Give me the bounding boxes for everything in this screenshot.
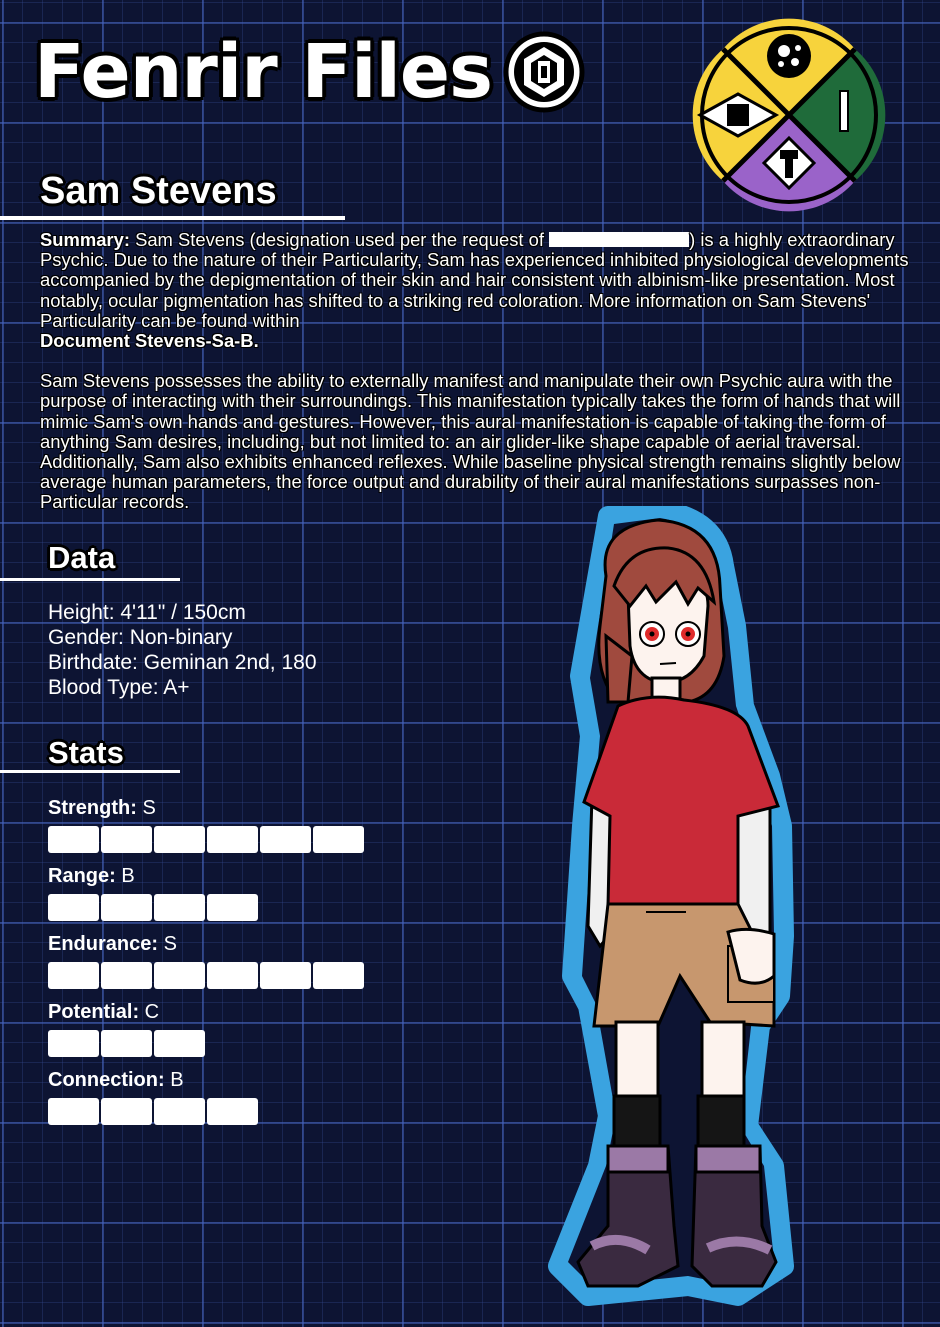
stat-bar-segment — [154, 1030, 205, 1057]
stat-bar — [48, 1098, 258, 1125]
stat-bar-segment — [48, 962, 99, 989]
stat-bar — [48, 826, 364, 853]
stat-label — [48, 798, 364, 818]
data-list — [48, 600, 317, 700]
summary-paragraph-1 — [40, 230, 930, 351]
data-section-title: Data — [48, 540, 116, 575]
blood-type-field: Blood Type: A+ — [48, 676, 190, 699]
stat-bar-segment — [48, 826, 99, 853]
stat-name: Connection: — [48, 1069, 165, 1091]
stat-bar-segment — [154, 826, 205, 853]
stat-bar-segment — [207, 1098, 258, 1125]
stat-bar — [48, 894, 258, 921]
hexagon-logo-icon — [502, 30, 586, 114]
brand — [34, 30, 586, 114]
stat-bar-segment — [154, 962, 205, 989]
birthdate-field: Birthdate: Geminan 2nd, 180 — [48, 651, 317, 674]
stat-potential — [48, 1002, 205, 1057]
stat-bar-segment — [207, 894, 258, 921]
stat-name: Range: — [48, 865, 116, 887]
stat-strength — [48, 798, 364, 853]
summary-label: Summary: — [40, 229, 130, 250]
stat-bar-segment — [101, 1098, 152, 1125]
stat-bar-segment — [101, 1030, 152, 1057]
stat-bar — [48, 962, 364, 989]
summary-paragraph-2: Sam Stevens possesses the ability to externally manifest and manipulate their own Psychic aura with the purpose of interacting with their surroundings. This manifestation typically takes the form of hands that will mimic Sam's own hands and gestures. However, this aural manifestation is capable of taking the form of anything Sam desires, including, but not limited to: an air glider-like shape capable of aerial traversal. Additionally, Sam also exhibits enhanced reflexes. While baseline physical strength remains slightly below average human parameters, the force output and durability of their aural manifestations surpasses non-Particular records. — [40, 370, 901, 513]
character-illustration — [548, 506, 798, 1316]
data-underline — [0, 578, 180, 581]
stats-underline — [0, 770, 180, 773]
stat-bar-segment — [207, 962, 258, 989]
stat-bar-segment — [101, 894, 152, 921]
stat-label — [48, 934, 364, 954]
stat-name: Strength: — [48, 797, 137, 819]
summary-block — [40, 230, 930, 513]
stat-grade: B — [164, 1069, 184, 1091]
document-reference: Document Stevens-Sa-B. — [40, 330, 259, 352]
height-field: Height: 4'11" / 150cm — [48, 601, 246, 624]
stat-bar-segment — [260, 826, 311, 853]
gender-field: Gender: Non-binary — [48, 626, 233, 649]
stat-bar-segment — [313, 826, 364, 853]
stat-label — [48, 866, 258, 886]
stat-label — [48, 1002, 205, 1022]
stat-bar-segment — [48, 1098, 99, 1125]
stat-bar-segment — [313, 962, 364, 989]
stat-name: Endurance: — [48, 933, 159, 955]
quadrant-emblem-icon — [692, 18, 886, 212]
stat-name: Potential: — [48, 1001, 140, 1023]
stat-label — [48, 1070, 258, 1090]
profile-name: Sam Stevens — [40, 170, 277, 212]
stat-bar — [48, 1030, 205, 1057]
stat-grade: B — [115, 865, 135, 887]
stat-grade: S — [136, 797, 156, 819]
stat-bar-segment — [48, 894, 99, 921]
stat-bar-segment — [207, 826, 258, 853]
stat-bar-segment — [260, 962, 311, 989]
stats-section-title: Stats — [48, 735, 124, 770]
stat-grade: C — [139, 1001, 160, 1023]
stat-bar-segment — [154, 894, 205, 921]
stat-bar-segment — [101, 826, 152, 853]
summary-text-1: Sam Stevens (designation used per the request of — [129, 229, 550, 250]
stat-range — [48, 866, 258, 921]
redacted-bar — [549, 232, 689, 247]
stat-bar-segment — [101, 962, 152, 989]
summary-text-2: ) is a highly extraordinary Psychic. Due to the nature of their Particularity, Sam has experienced inhibited physiological developments accompanied by the depigmentation of their skin and hair consistent with albinism-like presentation. Most notably, ocular pigmentation has shifted to a striking red coloration. More information on Sam Stevens' Particularity can be found within — [40, 229, 909, 331]
stat-endurance — [48, 934, 364, 989]
title-underline — [0, 216, 345, 220]
brand-title: Fenrir Files — [34, 29, 493, 115]
stat-connection — [48, 1070, 258, 1125]
stat-bar-segment — [48, 1030, 99, 1057]
stat-bar-segment — [154, 1098, 205, 1125]
stat-grade: S — [158, 933, 177, 955]
